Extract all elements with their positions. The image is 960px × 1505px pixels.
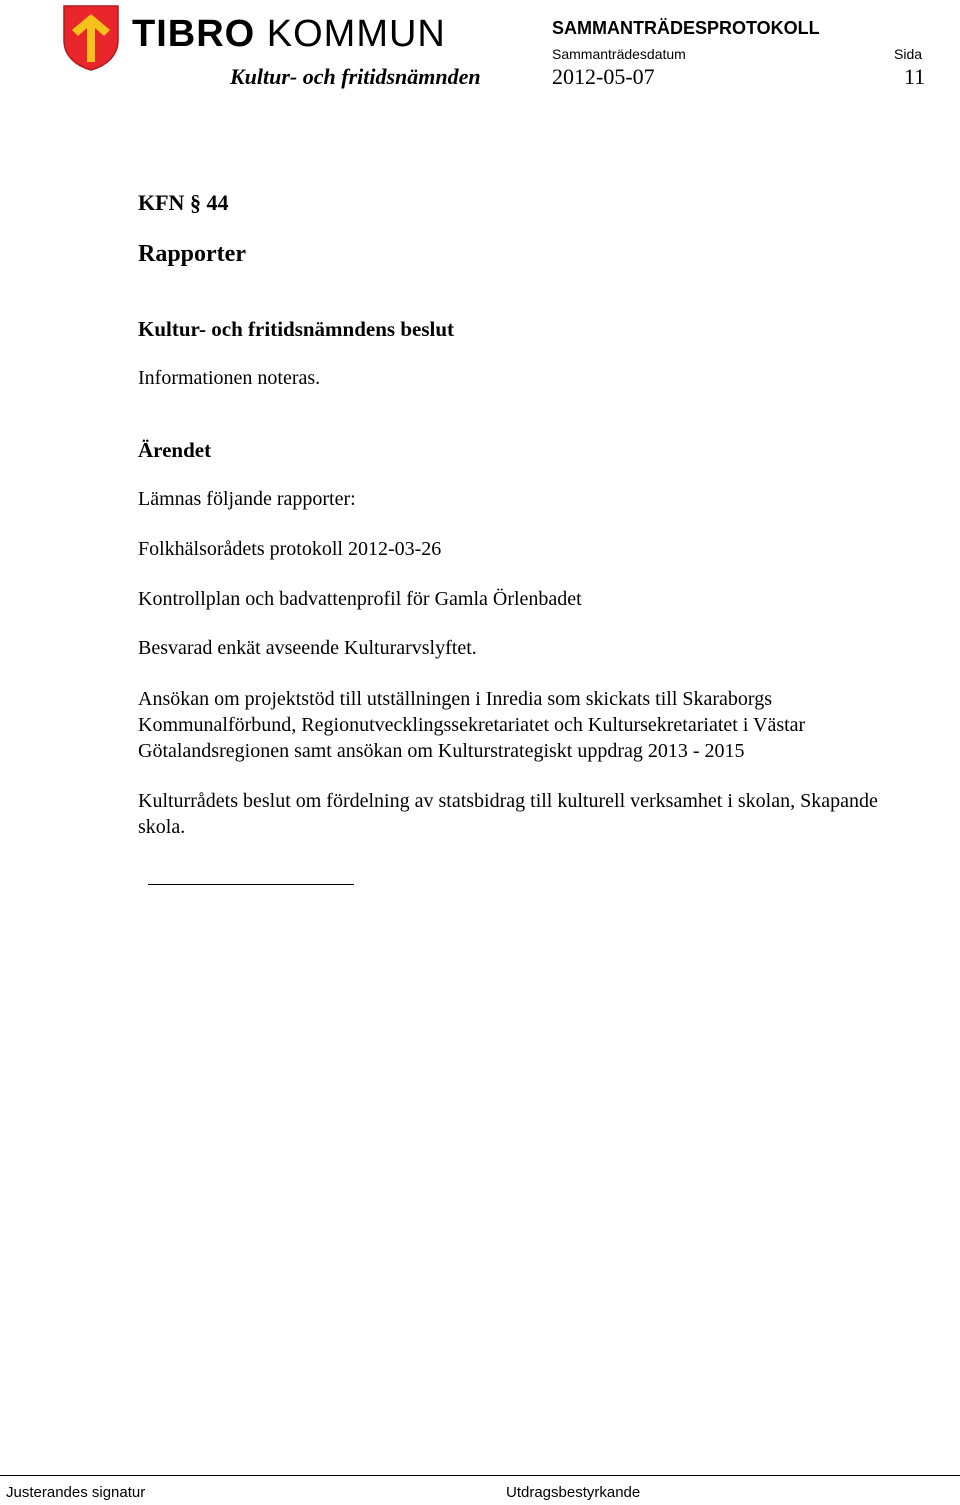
- municipality-wordmark: [132, 12, 446, 56]
- report-item: Folkhälsorådets protokoll 2012-03-26: [138, 538, 442, 560]
- section-id: KFN § 44: [138, 190, 229, 215]
- footer-signature-label: Justerandes signatur: [6, 1484, 146, 1501]
- committee-name: Kultur- och fritidsnämnden: [230, 64, 481, 89]
- decision-heading: Kultur- och fritidsnämndens beslut: [138, 317, 455, 341]
- wordmark-regular: KOMMUN: [266, 13, 446, 55]
- footer-certification-label: Utdragsbestyrkande: [506, 1484, 641, 1501]
- matter-intro: Lämnas följande rapporter:: [138, 488, 356, 510]
- meeting-date: 2012-05-07: [552, 64, 655, 89]
- end-rule: [148, 884, 354, 885]
- document-type: SAMMANTRÄDESPROTOKOLL: [552, 18, 820, 38]
- page-label: Sida: [894, 46, 923, 62]
- report-item: Ansökan om projektstöd till utställningen i Inredia som skickats till Skaraborgs Kommunalförbund, Regionutvecklingssekretariatet och Kultursekretariatet i Västar Götalandsregionen samt ansökan om Kulturstrategiskt uppdrag 2013 - 2015: [138, 688, 806, 762]
- section-title: Rapporter: [138, 241, 246, 267]
- matter-heading: Ärendet: [138, 438, 212, 462]
- page-number: 11: [904, 64, 926, 89]
- municipality-shield-logo: [62, 4, 120, 72]
- decision-text: Informationen noteras.: [138, 367, 321, 389]
- footer-rule: [0, 1475, 960, 1476]
- date-label: Sammanträdesdatum: [552, 46, 686, 62]
- report-item: Kulturrådets beslut om fördelning av statsbidrag till kulturell verksamhet i skolan, Skapande skola.: [138, 790, 878, 838]
- report-item: Besvarad enkät avseende Kulturarvslyftet.: [138, 637, 477, 659]
- wordmark-bold: TIBRO: [132, 13, 256, 55]
- report-item: Kontrollplan och badvattenprofil för Gamla Örlenbadet: [138, 588, 582, 610]
